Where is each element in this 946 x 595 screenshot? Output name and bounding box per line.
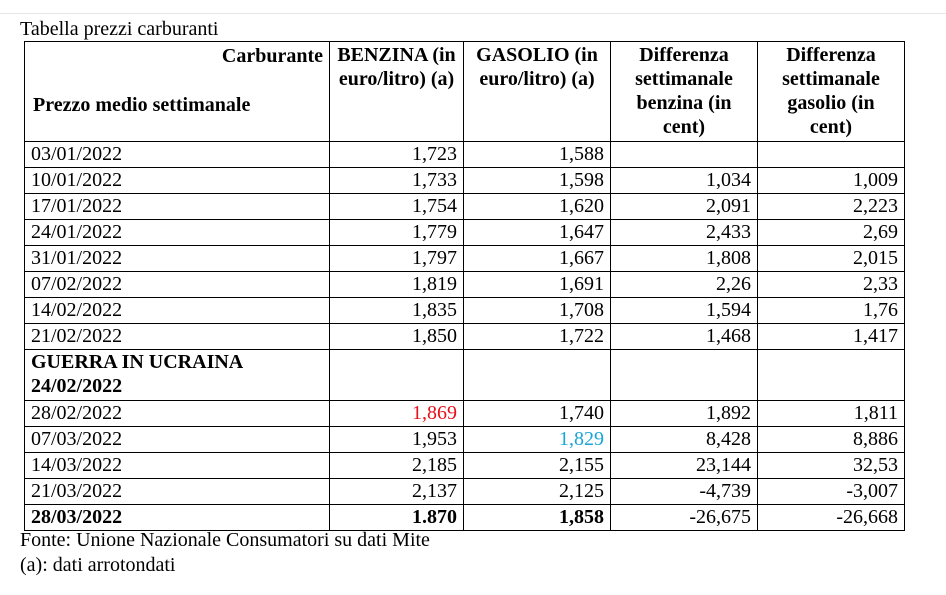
table-row (25, 453, 905, 479)
date-cell: 17/01/2022 (25, 194, 330, 220)
gasolio-cell: 1,647 (464, 220, 611, 246)
diff-gasolio-cell: 1,811 (758, 401, 905, 427)
diff-benzina-cell: 1,034 (611, 168, 758, 194)
diff-benzina-cell: 1,808 (611, 246, 758, 272)
war-empty-cell (330, 350, 464, 401)
diff-benzina-cell: 2,26 (611, 272, 758, 298)
diff-benzina-cell (611, 142, 758, 168)
diff-benzina-cell: 8,428 (611, 427, 758, 453)
benzina-cell: 1,754 (330, 194, 464, 220)
diff-gasolio-cell: 2,015 (758, 246, 905, 272)
table-row (25, 168, 905, 194)
diff-benzina-cell: 23,144 (611, 453, 758, 479)
diff-benzina-cell: 1,468 (611, 324, 758, 350)
benzina-cell: 1,953 (330, 427, 464, 453)
date-cell: 03/01/2022 (25, 142, 330, 168)
date-cell: 24/01/2022 (25, 220, 330, 246)
table-row (25, 505, 905, 531)
diff-gasolio-cell: -26,668 (758, 505, 905, 531)
table-row (25, 298, 905, 324)
date-cell: 10/01/2022 (25, 168, 330, 194)
table-row (25, 479, 905, 505)
table-row (25, 220, 905, 246)
diff-gasolio-cell: 1,417 (758, 324, 905, 350)
benzina-cell: 1,819 (330, 272, 464, 298)
diff-gasolio-cell: 2,223 (758, 194, 905, 220)
benzina-cell: 1,850 (330, 324, 464, 350)
gasolio-cell: 1,722 (464, 324, 611, 350)
gasolio-cell: 1,588 (464, 142, 611, 168)
date-cell: 28/02/2022 (25, 401, 330, 427)
date-cell: 31/01/2022 (25, 246, 330, 272)
war-empty-cell (464, 350, 611, 401)
footnote: (a): dati arrotondati (20, 554, 176, 576)
header-diff-benzina: Differenza settimanale benzina (in cent) (611, 42, 758, 142)
diff-gasolio-cell: 2,69 (758, 220, 905, 246)
table-row (25, 142, 905, 168)
diff-benzina-cell: 1,892 (611, 401, 758, 427)
header-carburante: Carburante (221, 45, 323, 67)
diff-gasolio-cell: 1,76 (758, 298, 905, 324)
gasolio-cell: 1,858 (464, 505, 611, 531)
benzina-cell: 1,797 (330, 246, 464, 272)
war-empty-cell (611, 350, 758, 401)
diff-benzina-cell: 1,594 (611, 298, 758, 324)
diff-gasolio-cell (758, 142, 905, 168)
table-row (25, 246, 905, 272)
date-cell: 28/03/2022 (25, 505, 330, 531)
date-cell: 21/02/2022 (25, 324, 330, 350)
benzina-cell: 2,185 (330, 453, 464, 479)
table-caption: Tabella prezzi carburanti (20, 18, 219, 40)
diff-gasolio-cell: 8,886 (758, 427, 905, 453)
date-cell: 14/02/2022 (25, 298, 330, 324)
table-row (25, 427, 905, 453)
gasolio-cell: 2,125 (464, 479, 611, 505)
header-benzina: BENZINA (in euro/litro) (a) (330, 42, 464, 142)
date-cell: 21/03/2022 (25, 479, 330, 505)
header-gasolio: GASOLIO (in euro/litro) (a) (464, 42, 611, 142)
header-corner-cell (25, 42, 330, 142)
gasolio-cell: 1,708 (464, 298, 611, 324)
war-empty-cell (758, 350, 905, 401)
gasolio-cell: 1,667 (464, 246, 611, 272)
fuel-price-table (24, 41, 905, 531)
gasolio-cell: 1,740 (464, 401, 611, 427)
table-row (25, 194, 905, 220)
date-cell: 07/03/2022 (25, 427, 330, 453)
table-header-row (25, 42, 905, 142)
header-prezzo-medio: Prezzo medio settimanale (33, 94, 251, 116)
gasolio-cell: 2,155 (464, 453, 611, 479)
table-row (25, 324, 905, 350)
gasolio-cell: 1,598 (464, 168, 611, 194)
benzina-cell: 1,723 (330, 142, 464, 168)
benzina-cell: 1,835 (330, 298, 464, 324)
gasolio-cell: 1,620 (464, 194, 611, 220)
diff-benzina-cell: -4,739 (611, 479, 758, 505)
gasolio-cell: 1,829 (464, 427, 611, 453)
source-note: Fonte: Unione Nazionale Consumatori su dati Mite (20, 529, 430, 551)
date-cell: 14/03/2022 (25, 453, 330, 479)
header-diff-gasolio: Differenza settimanale gasolio (in cent) (758, 42, 905, 142)
diff-gasolio-cell: 1,009 (758, 168, 905, 194)
date-cell: 07/02/2022 (25, 272, 330, 298)
table-row (25, 272, 905, 298)
diff-gasolio-cell: 2,33 (758, 272, 905, 298)
table-notes (20, 528, 430, 578)
war-label: GUERRA IN UCRAINA 24/02/2022 (25, 350, 330, 401)
benzina-cell: 1.870 (330, 505, 464, 531)
gasolio-cell: 1,691 (464, 272, 611, 298)
diff-benzina-cell: 2,091 (611, 194, 758, 220)
diff-benzina-cell: 2,433 (611, 220, 758, 246)
benzina-cell: 1,779 (330, 220, 464, 246)
top-divider (0, 13, 946, 14)
diff-gasolio-cell: -3,007 (758, 479, 905, 505)
table-row (25, 401, 905, 427)
benzina-cell: 1,733 (330, 168, 464, 194)
benzina-cell: 2,137 (330, 479, 464, 505)
war-marker-row (25, 350, 905, 401)
benzina-cell: 1,869 (330, 401, 464, 427)
diff-gasolio-cell: 32,53 (758, 453, 905, 479)
diff-benzina-cell: -26,675 (611, 505, 758, 531)
